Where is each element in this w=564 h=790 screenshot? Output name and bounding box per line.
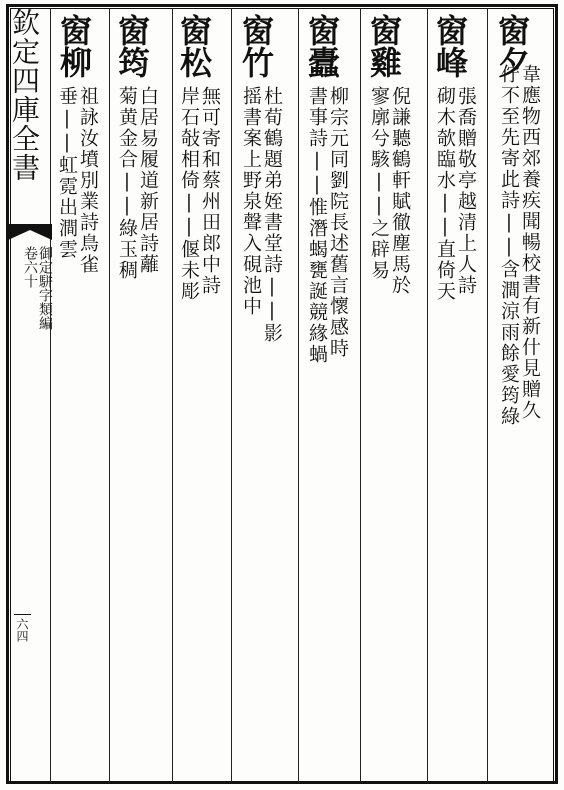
- entry-text: [178, 86, 220, 302]
- entry-text-line: 白居易履道新居詩蘺: [137, 86, 159, 275]
- entry-text-line: 祖詠汝墳別業詩鳥雀: [77, 86, 99, 275]
- entry-text-line: 倪謙聽鶴軒賦徹塵馬於: [389, 86, 411, 296]
- column-rule: [172, 8, 173, 782]
- entry-text: [306, 86, 348, 365]
- margin-subtitle-line: 御定駢字類編: [37, 246, 53, 330]
- entry-text-line: 佇不至先寄此詩||含澗涼雨餘愛筠綠: [498, 64, 520, 427]
- folio-number: 六四: [14, 614, 31, 642]
- entry-text-line: 岸石敧相倚||偃未彫: [178, 86, 200, 302]
- column-rule: [109, 8, 110, 782]
- margin-subtitle-line: 卷六十: [22, 246, 38, 288]
- entry-headword: 窗筠: [113, 14, 151, 78]
- entry-headword: 窗夕: [493, 14, 531, 78]
- column-rule: [427, 8, 428, 782]
- entry-text-line: 書事詩||惟潛蝎甕誕競緣蝸: [306, 86, 328, 365]
- entry-text-line: 摇書案上野泉聲入硯池中: [240, 86, 262, 317]
- entry-headword: 窗松: [175, 14, 213, 78]
- entry-headword: 窗蠹: [303, 14, 341, 78]
- entry-headword: 窗竹: [237, 14, 275, 78]
- book-title: 欽定四庫全書: [8, 8, 41, 182]
- column-rule: [487, 8, 488, 782]
- column-rule: [231, 8, 232, 782]
- entry-text-line: 韋應物西郊養疾聞暢校書有新什見贈久: [519, 64, 541, 421]
- entry-text-line: 無可寄和蔡州田郎中詩: [199, 86, 221, 296]
- margin-subtitle: [12, 246, 52, 330]
- entry-text-line: 柳宗元同劉院長述舊言懷感時: [327, 86, 349, 359]
- entry-text-line: 杜荀鶴題弟姪書堂詩||影: [261, 86, 283, 344]
- entry-text-line: 寥廓兮駭||之辟易: [368, 86, 390, 281]
- entry-text: [116, 86, 158, 281]
- entry-text-line: 垂||虹霓出澗雲: [56, 86, 78, 260]
- column-rule: [298, 8, 299, 782]
- column-rule: [50, 8, 51, 782]
- entry-text: [434, 86, 476, 302]
- entry-headword: 窗峰: [431, 14, 469, 78]
- fishtail-mark-icon: [8, 224, 52, 240]
- entry-text-line: 砌木欹臨水||直倚天: [434, 86, 456, 302]
- entry-headword: 窗柳: [55, 14, 93, 78]
- entry-text-line: 張喬贈敬亭越清上人詩: [455, 86, 477, 296]
- entry-text: [498, 64, 540, 427]
- entry-headword: 窗雞: [365, 14, 403, 78]
- entry-text-line: 菊黄金合||綠玉稠: [116, 86, 138, 281]
- entry-text: [56, 86, 98, 275]
- column-rule: [360, 8, 361, 782]
- entry-text: [368, 86, 410, 296]
- entry-text: [240, 86, 282, 344]
